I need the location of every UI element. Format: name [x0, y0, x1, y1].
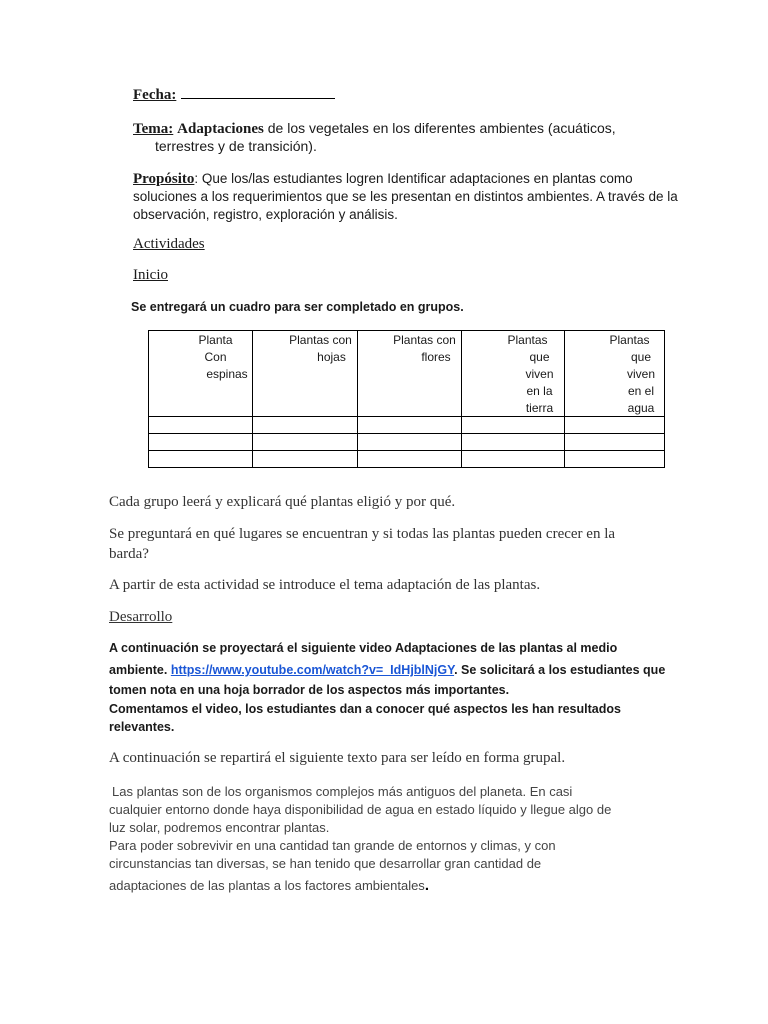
tema-rest: de los vegetales en los diferentes ambientes (acuáticos, [263, 120, 616, 136]
inicio-heading: Inicio [133, 267, 168, 283]
table-cell[interactable] [462, 434, 565, 451]
header-text: Plantas [507, 333, 548, 347]
paragraph-pregunta: Se preguntará en qué lugares se encuentran y si todas las plantas pueden crecer en la [109, 526, 616, 542]
reading-line-6-period: . [424, 877, 429, 894]
header-plantas-tierra [462, 331, 565, 417]
table-cell[interactable] [149, 417, 253, 434]
youtube-link[interactable]: https://www.youtube.com/watch?v=_IdHjblNjGY [170, 663, 455, 677]
reading-line-5: circunstancias tan diversas, se han tenido que desarrollar gran cantidad de [109, 856, 542, 871]
video-paragraph-line3: tomen nota en una hoja borrador de los aspectos más importantes. [109, 683, 510, 697]
header-plantas-con-flores [358, 331, 462, 417]
table-row [149, 451, 665, 468]
header-text: en el [627, 384, 655, 398]
header-text: Planta [198, 333, 233, 347]
table-header-row [149, 331, 665, 417]
video-line2-pre: ambiente. [109, 663, 171, 677]
header-text: Plantas con [393, 333, 456, 347]
header-text: espinas [206, 367, 248, 381]
paragraph-grupo: Cada grupo leerá y explicará qué plantas eligió y por qué. [109, 494, 456, 510]
tema-line [133, 118, 616, 139]
table-row [149, 434, 665, 451]
header-text: en la [526, 384, 553, 398]
header-plantas-agua [565, 331, 665, 417]
reading-line-6 [109, 877, 429, 894]
header-text: que [630, 350, 652, 364]
table-cell[interactable] [149, 434, 253, 451]
header-text: hojas [317, 350, 346, 364]
plantas-table [148, 330, 665, 468]
reading-line-2: cualquier entorno donde haya disponibilidad de agua en estado líquido y llegue algo de [109, 802, 612, 817]
reading-line-4: Para poder sobrevivir en una cantidad tan grande de entornos y climas, y con [109, 838, 556, 853]
header-text: Plantas [609, 333, 650, 347]
header-text: viven [525, 367, 554, 381]
header-text: Plantas con [289, 333, 352, 347]
header-planta-con-espinas [149, 331, 253, 417]
reading-line-6-text: adaptaciones de las plantas a los factores ambientales [109, 878, 425, 893]
video-paragraph-line1: A continuación se proyectará el siguiente video Adaptaciones de las plantas al medio [109, 641, 618, 655]
table-cell[interactable] [565, 417, 665, 434]
table-cell[interactable] [358, 451, 462, 468]
header-text: viven [626, 367, 655, 381]
actividades-heading: Actividades [133, 236, 205, 252]
header-text: que [529, 350, 550, 364]
fecha-label: Fecha: [133, 87, 177, 103]
tema-line-2: terrestres y de transición). [155, 138, 317, 154]
table-cell[interactable] [149, 451, 253, 468]
fecha-blank-line[interactable] [181, 86, 335, 99]
comentario-line1: Comentamos el video, los estudiantes dan a conocer qué aspectos les han resultados [109, 702, 621, 716]
paragraph-reparto: A continuación se repartirá el siguiente texto para ser leído en forma grupal. [109, 750, 566, 766]
reading-line-1: Las plantas son de los organismos complejos más antiguos del planeta. En casi [112, 784, 573, 799]
table-cell[interactable] [565, 434, 665, 451]
video-line2-post: . Se solicitará a los estudiantes que [454, 663, 666, 677]
proposito-text: : Que los/las estudiantes logren Identificar adaptaciones en plantas como soluciones a los requerimientos que se les presentan en distintos ambientes. A través de la observación, registro, exploración y análisis. [133, 171, 678, 222]
desarrollo-heading: Desarrollo [109, 609, 173, 625]
proposito-label: Propósito [133, 171, 195, 187]
table-cell[interactable] [358, 417, 462, 434]
table-cell[interactable] [565, 451, 665, 468]
proposito-paragraph [133, 170, 693, 224]
video-paragraph-line2 [109, 663, 665, 677]
table-cell[interactable] [358, 434, 462, 451]
reading-line-3: luz solar, podremos encontrar plantas. [109, 820, 330, 835]
header-text: agua [627, 401, 655, 415]
header-text: flores [421, 350, 451, 364]
fecha-field [133, 86, 335, 104]
comentario-line2: relevantes. [109, 720, 175, 734]
table-cell[interactable] [462, 417, 565, 434]
paragraph-introduce: A partir de esta actividad se introduce el tema adaptación de las plantas. [109, 577, 541, 593]
header-text: Con [204, 350, 227, 364]
header-plantas-con-hojas [253, 331, 358, 417]
tema-label: Tema: [133, 121, 174, 137]
table-row [149, 417, 665, 434]
table-cell[interactable] [253, 434, 358, 451]
table-cell[interactable] [462, 451, 565, 468]
paragraph-pregunta-cont: barda? [109, 546, 149, 562]
table-cell[interactable] [253, 451, 358, 468]
table-cell[interactable] [253, 417, 358, 434]
tema-bold: Adaptaciones [177, 121, 264, 137]
cuadro-instruction: Se entregará un cuadro para ser completado en grupos. [131, 300, 464, 314]
header-text: tierra [525, 401, 554, 415]
